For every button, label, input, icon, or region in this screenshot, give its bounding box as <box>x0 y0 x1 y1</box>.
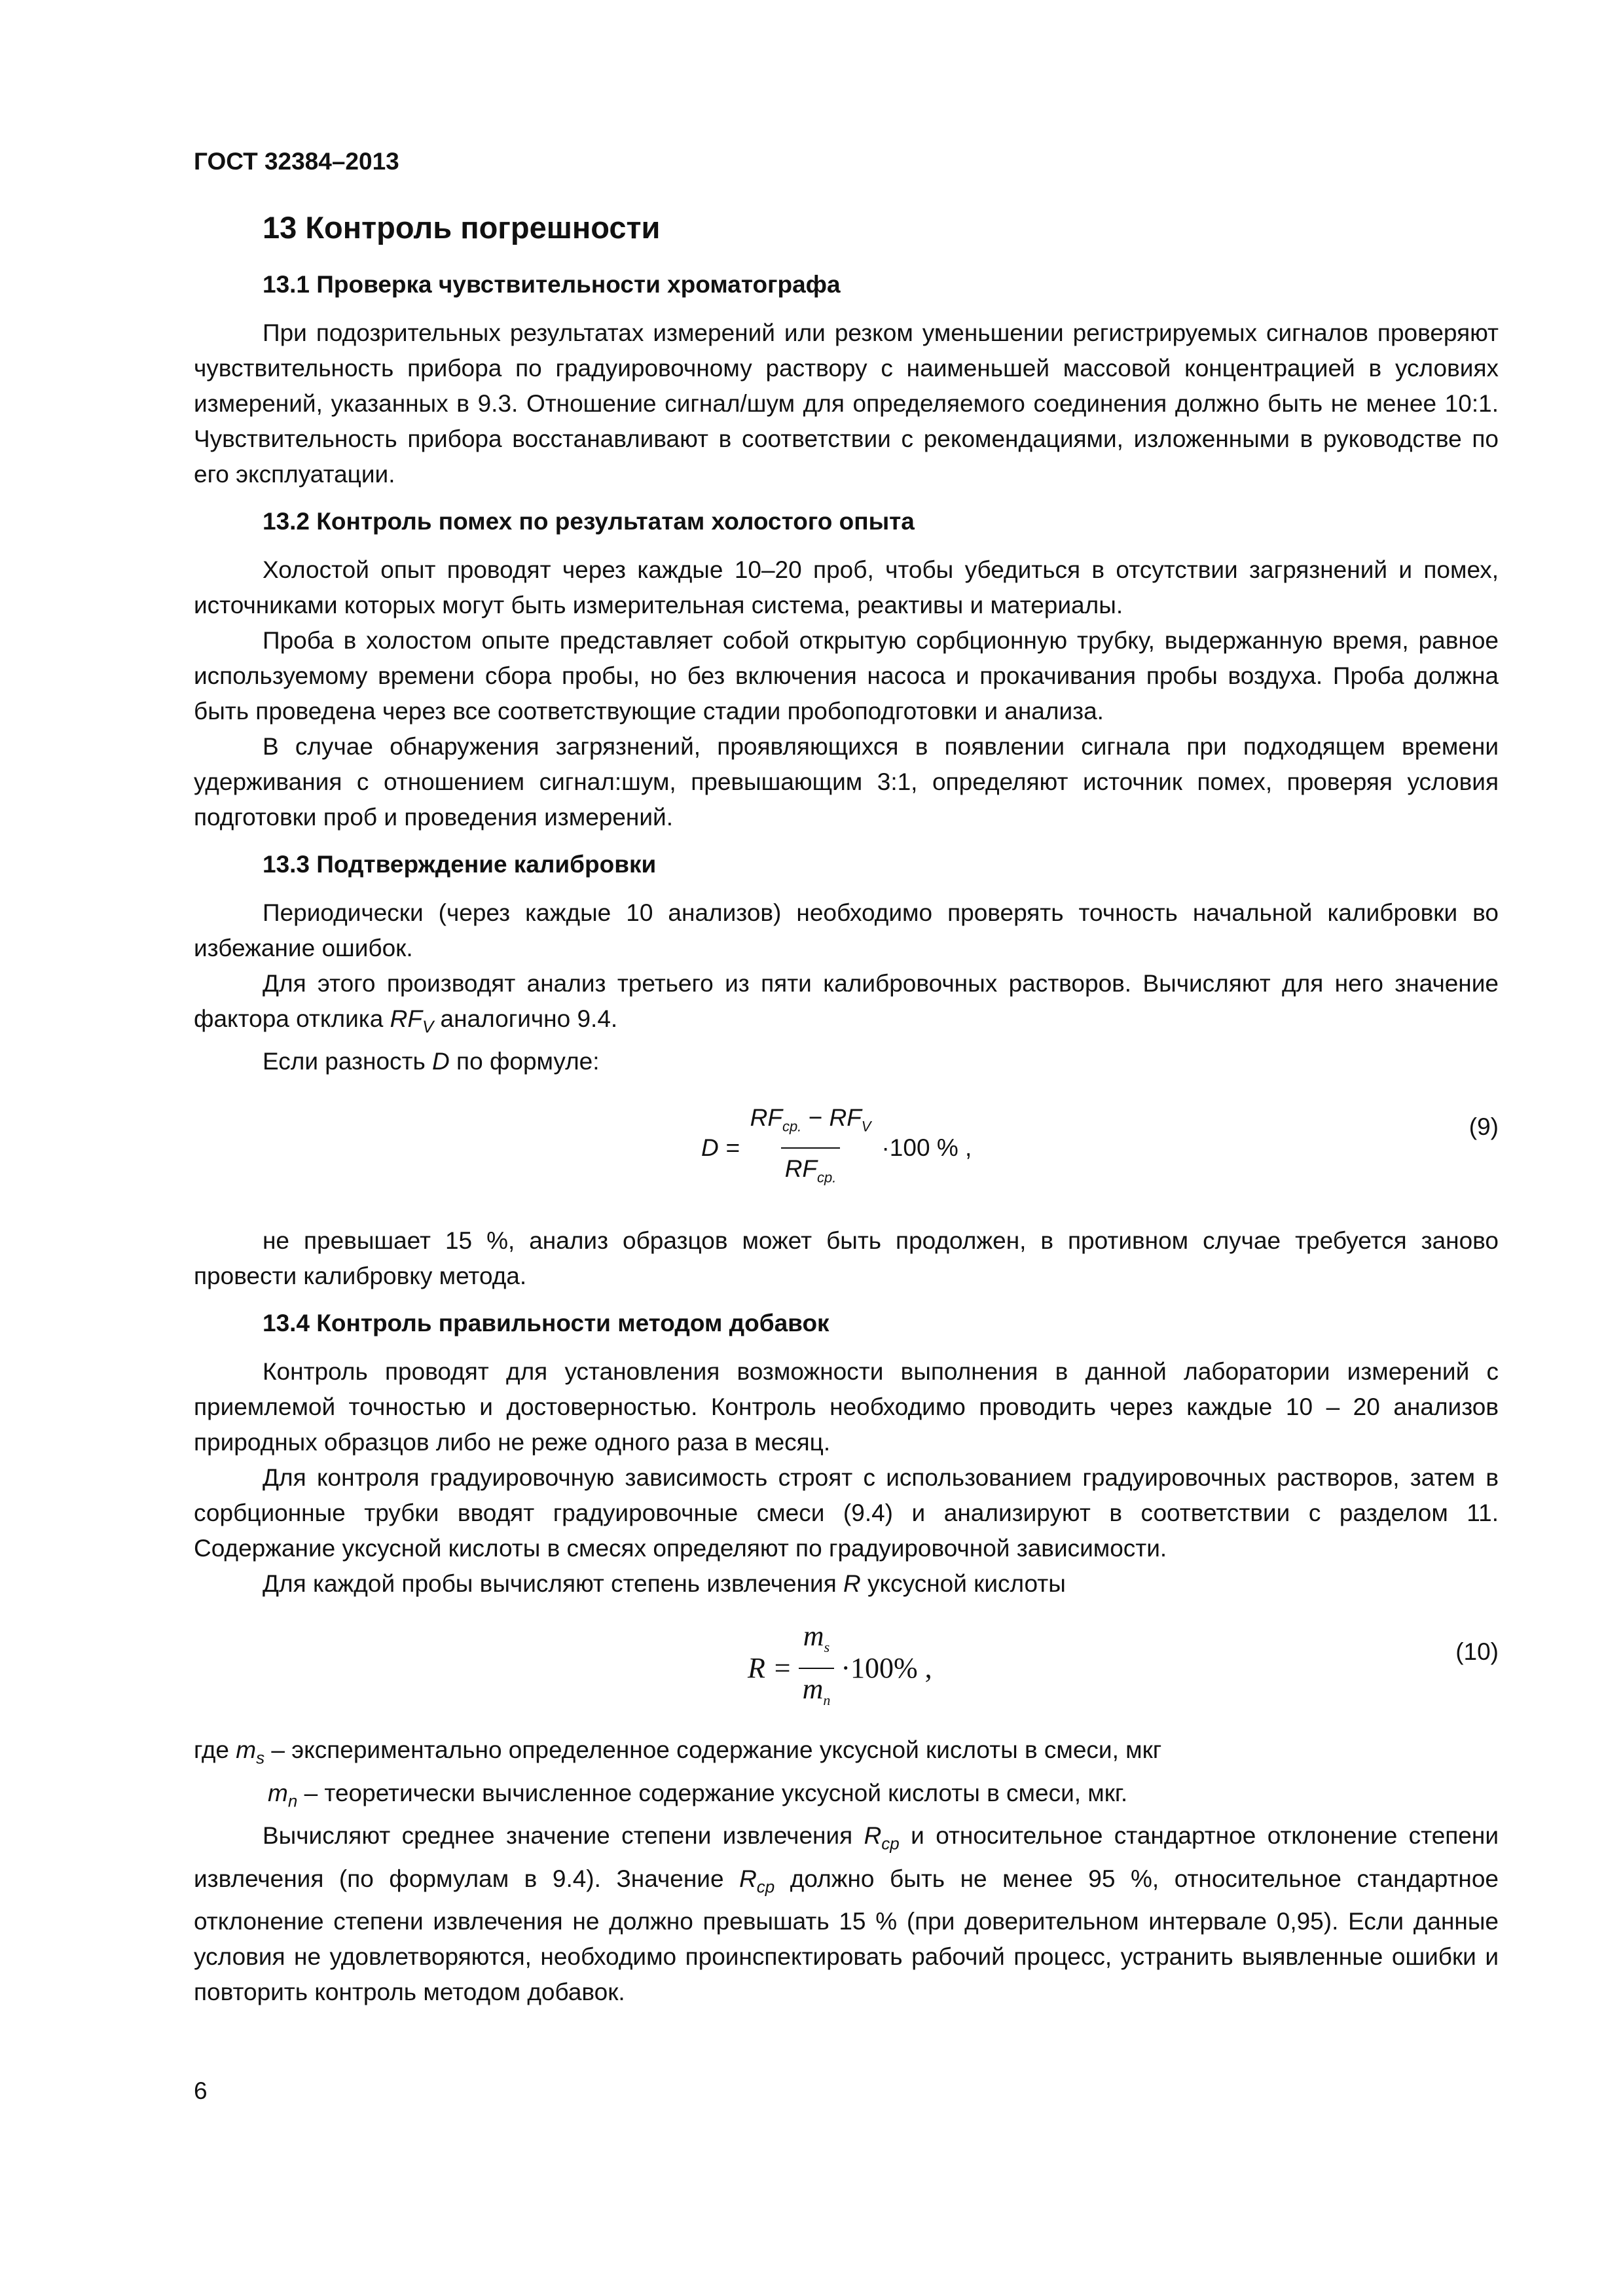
paragraph: Холостой опыт проводят через каждые 10–20 проб, чтобы убедиться в отсутствии загрязнений и помех, источниками которых могут быть измерительная система, реактивы и материалы. <box>194 556 1499 619</box>
section-title: 13 Контроль погрешности <box>263 210 661 245</box>
paragraph: Для каждой пробы вычисляют степень извлечения R уксусной кислоты <box>263 1570 1066 1598</box>
paragraph: Вычисляют среднее значение степени извлечения $R_{ср}$ и относительное стандартное отклонение степени извлечения (по формулам в 9.4). Значение $R_{ср}$ должно быть не менее 95 %, относительное стандартное отклонение степени извлечения не должно превышать 15 % (при доверительном интервале 0,95). Если данные условия не удовлетворяются, необходимо проинспектировать рабочий процесс, устранить выявленные ошибки и повторить контроль методом добавок. <box>194 1822 1499 2005</box>
formula-body: R = $\frac{m_s}{m_n}$ ·100% , <box>748 1619 932 1718</box>
page-number: 6 <box>194 2077 208 2104</box>
document-code: ГОСТ 32384–2013 <box>194 148 399 175</box>
subsection-title-13-1: 13.1 Проверка чувствительности хроматографа <box>263 271 841 298</box>
where-clause: где $m_s$ – экспериментально определенное содержание уксусной кислоты в смеси, мкг <box>194 1736 1162 1768</box>
fraction <box>746 1100 875 1195</box>
fraction-denominator: $RF_{ср.}$ <box>781 1147 841 1195</box>
paragraph: не превышает 15 %, анализ образцов может быть продолжен, в противном случае требуется заново провести калибровку метода. <box>194 1227 1499 1290</box>
paragraph: В случае обнаружения загрязнений, проявляющихся в появлении сигнала при подходящем времени удерживания с отношением сигнал:шум, превышающим 3:1, определяют источник помех, проверяя условия подготовки проб и проведения измерений. <box>194 733 1499 831</box>
fraction-numerator: $RF_{ср.} - RF_V$ <box>750 1104 871 1135</box>
fraction-numerator: $m_s$ <box>803 1620 830 1656</box>
equation-number: (9) <box>1468 1113 1499 1141</box>
subsection-title-13-2: 13.2 Контроль помех по результатам холостого опыта <box>263 508 915 535</box>
equation-number: (10) <box>1455 1638 1499 1666</box>
page-content <box>194 208 1499 2010</box>
paragraph: Контроль проводят для установления возможности выполнения в данной лаборатории измерений с приемлемой точностью и достоверностью. Контроль необходимо проводить через каждые 10 – 20 анализов природных образцов либо не реже одного раза в месяц. <box>194 1358 1499 1456</box>
paragraph: Если разность D по формуле: <box>263 1048 600 1075</box>
fraction-denominator: $m_n$ <box>799 1668 835 1718</box>
subsection-title-13-3: 13.3 Подтверждение калибровки <box>263 851 657 878</box>
paragraph: Периодически (через каждые 10 анализов) необходимо проверять точность начальной калибровки во избежание ошибок. <box>194 899 1499 961</box>
paragraph: При подозрительных результатах измерений или резком уменьшении регистрируемых сигналов проверяют чувствительность прибора по градуировочному раствору с наименьшей массовой концентрацией в условиях измерений, указанных в 9.3. Отношение сигнал/шум для определяемого соединения должно быть не менее 10:1. Чувствительность прибора восстанавливают в соответствии с рекомендациями, изложенными в руководстве по его эксплуатации. <box>194 319 1499 488</box>
subsection-title-13-4: 13.4 Контроль правильности методом добавок <box>263 1310 830 1337</box>
paragraph: Проба в холостом опыте представляет собой открытую сорбционную трубку, выдержанную время, равное используемому времени сбора пробы, но без включения насоса и прокачивания пробы воздуха. Проба должна быть проведена через все соответствующие стадии пробоподготовки и анализа. <box>194 627 1499 725</box>
where-clause: $m_n$ – теоретически вычисленное содержание уксусной кислоты в смеси, мкг. <box>268 1779 1128 1811</box>
paragraph: Для контроля градуировочную зависимость строят с использованием градуировочных растворов, затем в сорбционные трубки вводят градуировочные смеси (9.4) и анализируют в соответствии с разделом 11. Содержание уксусной кислоты в смесях определяют по градуировочной зависимости. <box>194 1464 1499 1562</box>
formula-9 <box>194 1087 1499 1211</box>
formula-body: D = $\frac{RF_{ср.} - RF_V}{RF_{ср.}}$ ·100 % , <box>701 1100 972 1195</box>
paragraph: Для этого производят анализ третьего из пяти калибровочных растворов. Вычисляют для него значение фактора отклика $RF_V$ аналогично 9.4. <box>194 970 1499 1037</box>
formula-10 <box>194 1609 1499 1721</box>
fraction <box>799 1619 835 1718</box>
